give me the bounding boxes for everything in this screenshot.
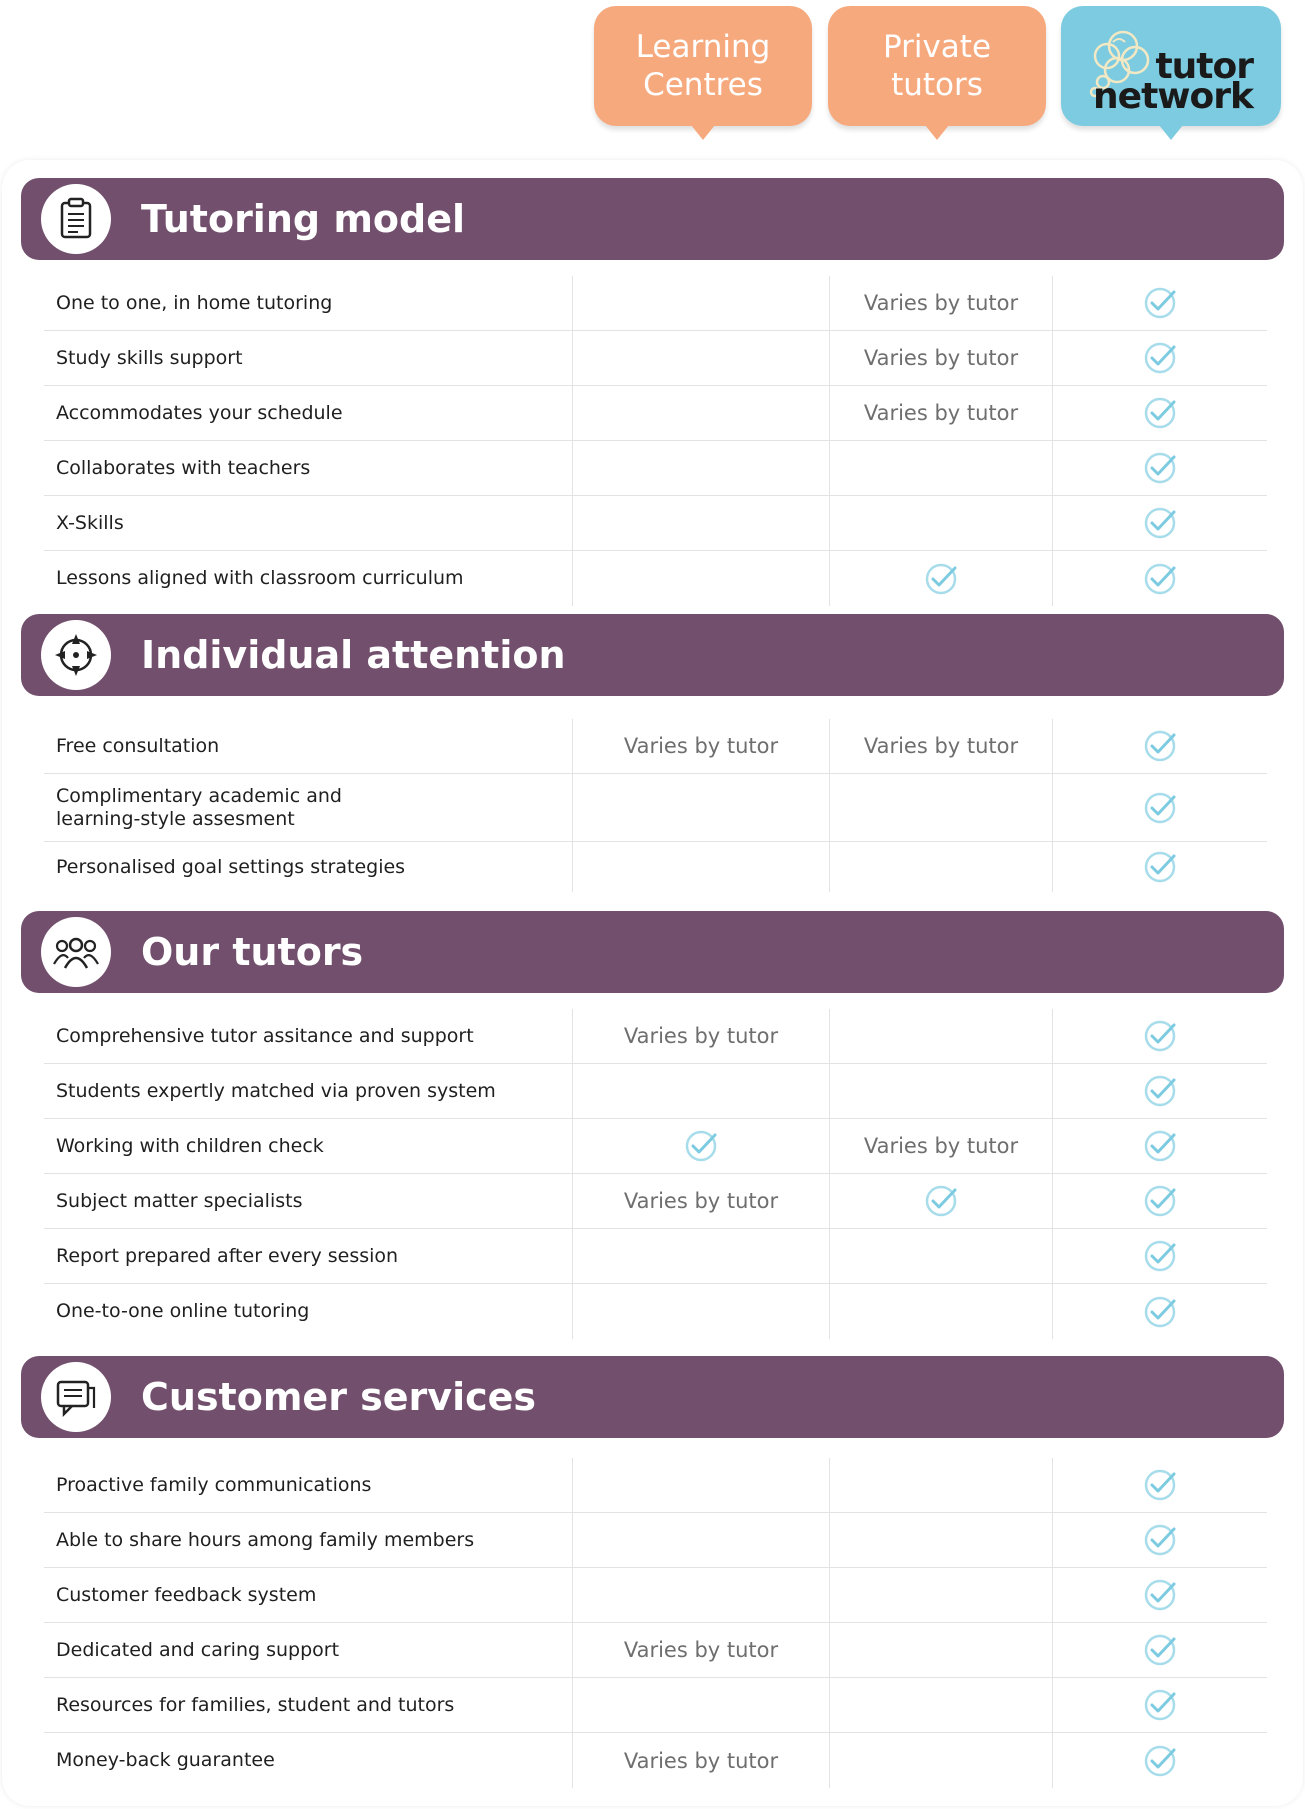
row-label: X-Skills xyxy=(56,511,124,534)
people-icon xyxy=(41,917,111,987)
learning-centres-cell xyxy=(572,276,829,330)
learning-centres-cell xyxy=(572,441,829,495)
tutor-network-header xyxy=(1061,6,1281,126)
table-row xyxy=(44,1568,1267,1623)
table-row xyxy=(44,1678,1267,1733)
learning-centres-header xyxy=(594,6,812,126)
row-label: Money-back guarantee xyxy=(56,1749,275,1771)
table-row xyxy=(44,551,1267,606)
table-row xyxy=(44,1733,1267,1788)
row-label: Working with children check xyxy=(56,1134,324,1157)
private-tutors-cell xyxy=(829,1284,1052,1339)
varies-text: Varies by tutor xyxy=(863,291,1019,315)
learning-centres-cell xyxy=(572,1678,829,1732)
row-label: Lessons aligned with classroom curriculum xyxy=(56,567,464,589)
brand-line-2: network xyxy=(1093,76,1253,117)
tutor-network-check-icon xyxy=(1052,331,1267,385)
row-label: One-to-one online tutoring xyxy=(56,1300,310,1322)
row-label: Study skills support xyxy=(56,346,243,369)
tutor-network-check-icon xyxy=(1052,1229,1267,1283)
tutor-network-check-icon xyxy=(1052,551,1267,606)
varies-text: Varies by tutor xyxy=(863,734,1019,758)
section-header-tutoring-model xyxy=(21,178,1284,260)
learning-centres-cell xyxy=(572,1623,829,1677)
tutor-network-check-icon xyxy=(1052,1458,1267,1512)
chat-icon xyxy=(41,1362,111,1432)
private-tutors-cell xyxy=(829,1678,1052,1732)
private-tutors-cell xyxy=(829,441,1052,495)
section-title: Individual attention xyxy=(141,633,566,677)
learning-centres-cell xyxy=(572,1284,829,1339)
varies-text: Varies by tutor xyxy=(623,1748,779,1773)
private-tutors-cell xyxy=(829,1458,1052,1512)
table-row xyxy=(44,1174,1267,1229)
table-row xyxy=(44,496,1267,551)
table-row xyxy=(44,842,1267,892)
learning-centres-cell xyxy=(572,1733,829,1788)
private-tutors-check-icon xyxy=(829,1174,1052,1228)
learning-centres-cell xyxy=(572,719,829,773)
table-row xyxy=(44,1009,1267,1064)
tutor-network-check-icon xyxy=(1052,774,1267,841)
private-tutors-cell xyxy=(829,496,1052,550)
clipboard-icon xyxy=(41,184,111,254)
varies-text: Varies by tutor xyxy=(863,401,1019,425)
learning-centres-cell xyxy=(572,1174,829,1228)
learning-centres-cell xyxy=(572,1458,829,1512)
tutor-network-check-icon xyxy=(1052,1623,1267,1677)
private-tutors-cell xyxy=(829,719,1052,773)
learning-centres-cell xyxy=(572,386,829,440)
table-row xyxy=(44,1623,1267,1678)
varies-text: Varies by tutor xyxy=(623,1638,779,1662)
row-label: Complimentary academic and learning-style assesment xyxy=(56,784,342,830)
varies-text: Varies by tutor xyxy=(623,1024,779,1048)
target-icon xyxy=(41,620,111,690)
section-title: Tutoring model xyxy=(141,197,466,241)
private-tutors-cell xyxy=(829,1229,1052,1283)
learning-centres-check-icon xyxy=(572,1119,829,1173)
learning-centres-cell xyxy=(572,1064,829,1118)
tutor-network-check-icon xyxy=(1052,386,1267,440)
private-tutors-header xyxy=(828,6,1046,126)
tutor-network-check-icon xyxy=(1052,1064,1267,1118)
tutor-network-check-icon xyxy=(1052,1568,1267,1622)
tutor-network-check-icon xyxy=(1052,719,1267,773)
row-label: Subject matter specialists xyxy=(56,1189,303,1212)
tutor-network-check-icon xyxy=(1052,1119,1267,1173)
private-tutors-cell xyxy=(829,1119,1052,1173)
table-row xyxy=(44,774,1267,842)
table-row xyxy=(44,331,1267,386)
private-tutors-check-icon xyxy=(829,551,1052,606)
private-tutors-cell xyxy=(829,1513,1052,1567)
tutor-network-check-icon xyxy=(1052,1513,1267,1567)
private-tutors-cell xyxy=(829,386,1052,440)
brand-line-1: tutor xyxy=(1155,46,1253,87)
private-tutors-cell xyxy=(829,1568,1052,1622)
tutor-network-check-icon xyxy=(1052,1733,1267,1788)
table-row xyxy=(44,276,1267,331)
tutor-network-check-icon xyxy=(1052,1009,1267,1063)
section-header-individual-attention xyxy=(21,614,1284,696)
private-tutors-cell xyxy=(829,774,1052,841)
row-label: Comprehensive tutor assitance and support xyxy=(56,1024,474,1047)
varies-text: Varies by tutor xyxy=(863,1134,1019,1158)
learning-centres-cell xyxy=(572,842,829,892)
table-row xyxy=(44,386,1267,441)
table-row xyxy=(44,1119,1267,1174)
table-row xyxy=(44,441,1267,496)
row-label: Collaborates with teachers xyxy=(56,456,311,479)
private-tutors-cell xyxy=(829,276,1052,330)
table-row xyxy=(44,1229,1267,1284)
table-row xyxy=(44,1284,1267,1339)
tutor-network-check-icon xyxy=(1052,1174,1267,1228)
tutor-network-check-icon xyxy=(1052,496,1267,550)
tutor-network-check-icon xyxy=(1052,441,1267,495)
tutor-network-check-icon xyxy=(1052,842,1267,892)
table-row xyxy=(44,1064,1267,1119)
private-tutors-label: Private tutors xyxy=(882,29,992,103)
row-label: Students expertly matched via proven system xyxy=(56,1079,496,1102)
row-label: Dedicated and caring support xyxy=(56,1638,340,1661)
table-row xyxy=(44,719,1267,774)
table-row xyxy=(44,1458,1267,1513)
private-tutors-cell xyxy=(829,842,1052,892)
row-label: Accommodates your schedule xyxy=(56,401,343,424)
private-tutors-cell xyxy=(829,1009,1052,1063)
tutor-network-check-icon xyxy=(1052,1678,1267,1732)
row-label: Customer feedback system xyxy=(56,1583,317,1606)
private-tutors-cell xyxy=(829,331,1052,385)
learning-centres-cell xyxy=(572,331,829,385)
varies-text: Varies by tutor xyxy=(623,1189,779,1213)
section-header-customer-services xyxy=(21,1356,1284,1438)
tutor-network-logo xyxy=(1061,6,1281,126)
learning-centres-cell xyxy=(572,496,829,550)
learning-centres-cell xyxy=(572,1009,829,1063)
tutor-network-check-icon xyxy=(1052,1284,1267,1339)
learning-centres-cell xyxy=(572,1229,829,1283)
row-label: One to one, in home tutoring xyxy=(56,291,333,314)
row-label: Personalised goal settings strategies xyxy=(56,855,406,878)
learning-centres-cell xyxy=(572,1568,829,1622)
private-tutors-cell xyxy=(829,1623,1052,1677)
row-label: Able to share hours among family members xyxy=(56,1528,475,1551)
learning-centres-cell xyxy=(572,551,829,606)
row-label: Resources for families, student and tutors xyxy=(56,1693,455,1716)
tutor-network-wordmark xyxy=(1093,46,1253,117)
section-title: Customer services xyxy=(141,1375,537,1419)
table-row xyxy=(44,1513,1267,1568)
learning-centres-label: Learning Centres xyxy=(635,29,771,103)
varies-text: Varies by tutor xyxy=(623,734,779,758)
learning-centres-cell xyxy=(572,1513,829,1567)
tutor-network-check-icon xyxy=(1052,276,1267,330)
section-header-our-tutors xyxy=(21,911,1284,993)
row-label: Free consultation xyxy=(56,734,220,757)
private-tutors-cell xyxy=(829,1733,1052,1788)
varies-text: Varies by tutor xyxy=(863,346,1019,370)
row-label: Report prepared after every session xyxy=(56,1244,399,1267)
private-tutors-cell xyxy=(829,1064,1052,1118)
learning-centres-cell xyxy=(572,774,829,841)
section-title: Our tutors xyxy=(141,930,364,974)
row-label: Proactive family communications xyxy=(56,1473,372,1496)
